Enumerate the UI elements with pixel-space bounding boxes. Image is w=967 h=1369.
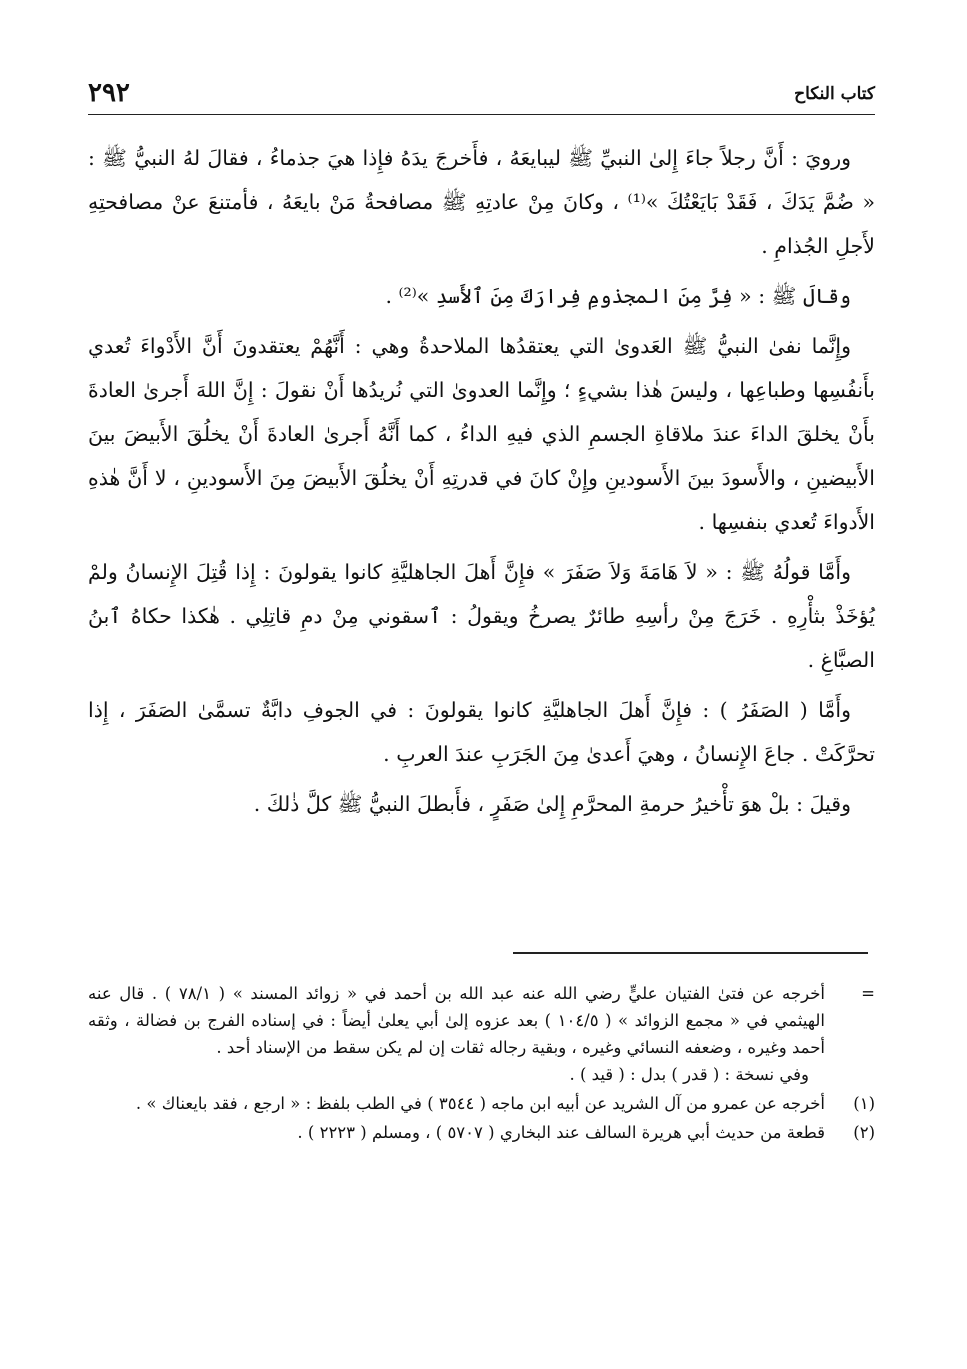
running-title: كتاب النكاح [794,84,875,104]
footnote-text: قطعة من حديث أبي هريرة السالف عند البخاري ( ٥٧٠٧ ) ، ومسلم ( ٢٢٢٣ ) . [297,1123,825,1142]
footnote-item [88,1090,875,1117]
page-header [88,78,875,115]
footnote-text [88,980,825,1088]
footnote-line: أخرجه عن فتىٰ الفتيان عليٍّ رضي الله عنه عبد الله بن أحمد في « زوائد المسند » ( ٧٨/١ ) . قال عنه الهيثمي في « مجمع الزوائد » ( ١٠٤/٥ ) بعد عزوه إلىٰ أبي يعلىٰ أيضاً : في إسناده الفرج بن فضالة ، وثقه أحمد وغيره ، وضعفه النسائي وغيره ، وبقية رجاله ثقات إن لم يكن سقط من الإسناد أحد . [88,984,826,1057]
paragraph: وإِنَّما نفىٰ النبيُّ ﷺ العَدوىٰ التي يعتقدُها الملاحدةُ وهي : أَنَّهُمْ يعتقدونَ أَنَّ الأَدْواءَ تُعدي بأَنفُسِها وطباعِها ، وليسَ هٰذا بشيءٍ ؛ وإِنَّما العدوىٰ التي نُريدُها أَنْ نقولَ : إِنَّ اللهَ أَجرىٰ العادةَ بأَنْ يخلقَ الداءَ عندَ ملاقاةِ الجسمِ الذي فيهِ الداءُ ، كما أَنَّهُ أَجرىٰ العادةَ أَنْ يخلُقَ الأَبيضَ بينَ الأَبيضينِ ، والأَسودَ بينَ الأَسودينِ وإِنْ كانَ في قدرتِهِ أَنْ يخلُقَ الأَبيضَ مِنَ الأَسودينِ ، لا أَنَّ هٰذهِ الأَدواءَ تُعدي بنفسِها . [88,334,875,534]
paragraph: وقالَ ﷺ : « فِرَّ مِنَ المجذومِ فِرارَكَ مِنَ ٱلأَسدِ »⁽²⁾ . [385,284,851,308]
main-text [88,136,875,832]
footnote-text: أخرجه عن عمرو من آل الشريد عن أبيه ابن ماجه ( ٣٥٤٤ ) في الطب بلفظ : « ارجع ، فقد بايعناك » . [135,1094,825,1113]
paragraph: وأَمَّا ( الصَفَرُ ) : فإِنَّ أَهلَ الجاهليَّةِ كانوا يقولونَ : في الجوفِ دابَّةٌ تسمَّىٰ الصَفَرَ ، إِذا تحرَّكَتْ . جاعَ الإِنسانُ ، وهيَ أَعدىٰ مِنَ الجَرَبِ عندَ العربِ . [88,698,875,766]
paragraph: وأَمَّا قولُهُ ﷺ : « لاَ هَامَةَ وَلاَ صَفَرَ » فإِنَّ أَهلَ الجاهليَّةِ كانوا يقولونَ : إِذا قُتِلَ الإِنسانُ ولمْ يُؤخَذْ بثأْرِهِ . خَرَجَ مِنْ رأسِهِ طائرٌ يصرخُ ويقولُ : ٱسقوني مِنْ دمِ قاتِلِي . هٰكذا حكاهُ ٱبنُ الصبَّاغِ . [88,560,875,672]
footnote-marker: (١) [853,1094,875,1113]
page-number: ٢٩٢ [88,78,130,108]
footnote-item [88,1119,875,1146]
footnote-marker: = [861,984,875,1003]
footnote-separator [513,952,868,954]
footnote-marker: (٢) [853,1123,875,1142]
footnote-continuation [88,980,875,1088]
footnotes [88,980,875,1148]
paragraph: وقيلَ : بلْ هوَ تأْخيرُ حرمةِ المحرَّمِ إِلىٰ صَفَرٍ ، فأَبطلَ النبيُّ ﷺ كلَّ ذٰلكَ . [253,792,851,816]
footnote-variant-note: وفي نسخة : ( قدر ) بدل : ( قيد ) . [569,1065,809,1084]
paragraph: ورويَ : أَنَّ رجلاً جاءَ إِلىٰ النبيِّ ﷺ ليبايعَهُ ، فأَخرجَ يدَهُ فإِذا هيَ جذماءُ ، فقالَ لهُ النبيُّ ﷺ : « ضُمَّ يَدَكَ ، فَقَدْ بَايَعْتُكَ »⁽¹⁾ ، وكانَ مِنْ عادتِهِ ﷺ مصافحةُ مَنْ بايعَهُ ، فأمتنعَ عنْ مصافحتِهِ لأَجلِ الجُذامِ . [88,146,875,258]
